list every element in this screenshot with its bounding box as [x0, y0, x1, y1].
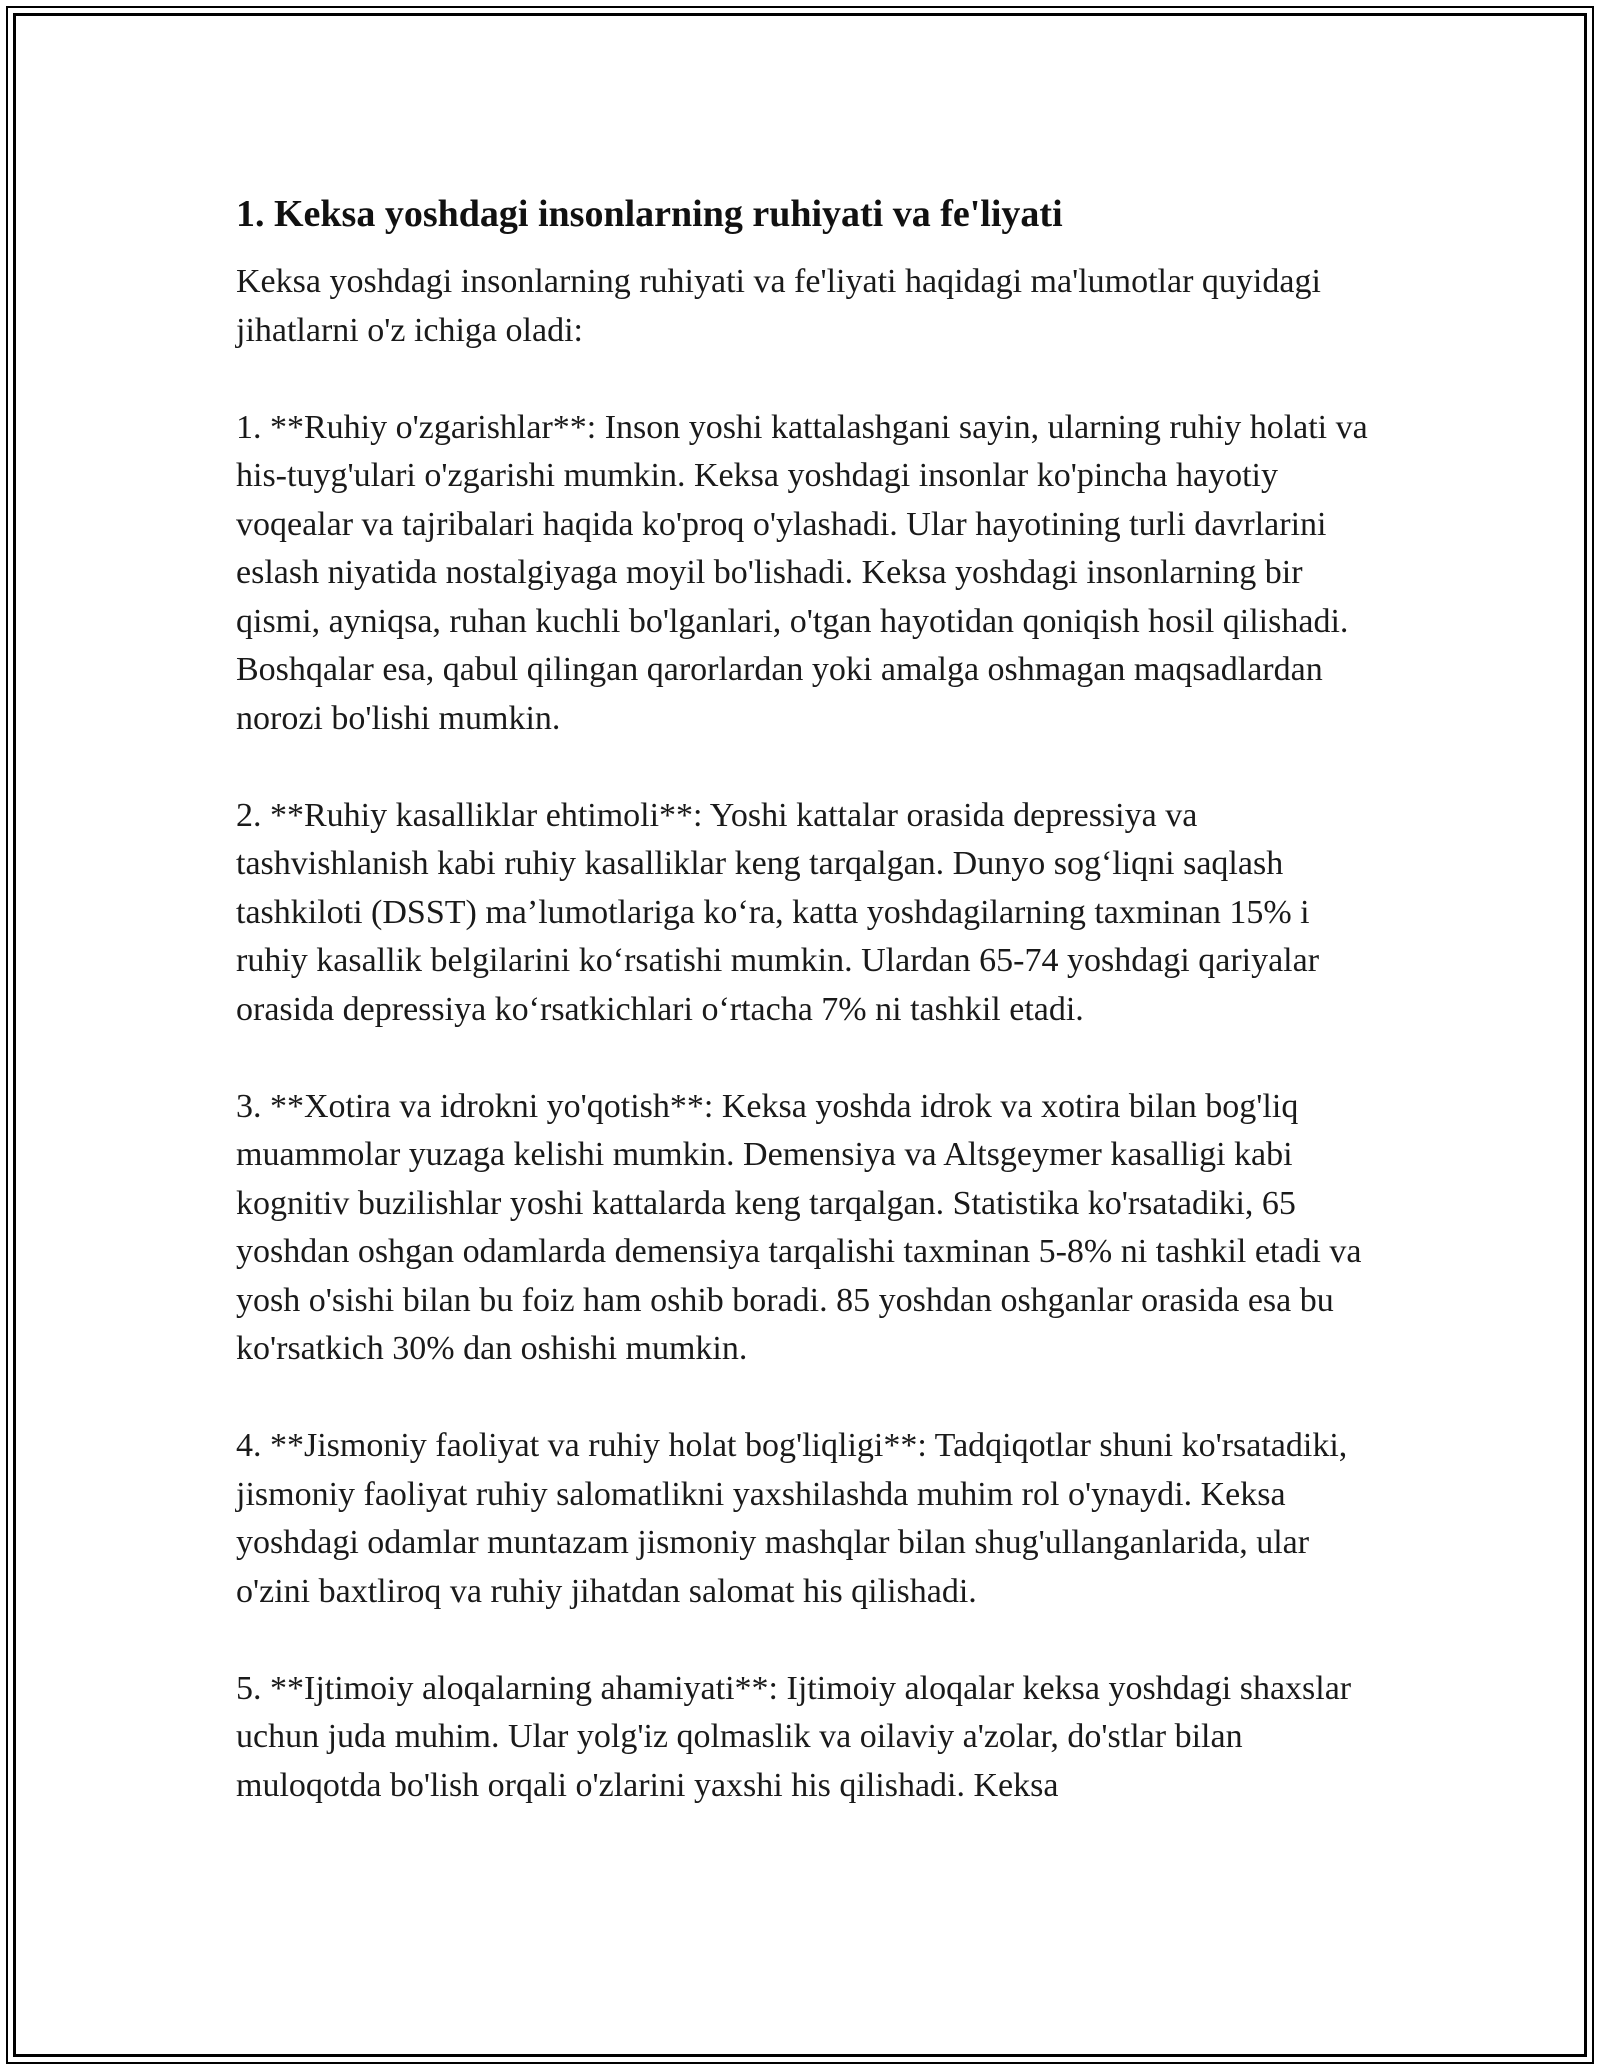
intro-paragraph: Keksa yoshdagi insonlarning ruhiyati va fe'liyati haqidagi ma'lumotlar quyidagi jihatlarni o'z ichiga oladi:	[236, 263, 1321, 349]
item-paragraph-1: 1. **Ruhiy o'zgarishlar**: Inson yoshi kattalashgani sayin, ularning ruhiy holati va his-tuyg'ulari o'zgarishi mumkin. Keksa yoshdagi insonlar ko'pincha hayotiy voqealar va tajribalari haqida ko'proq o'ylashadi. Ular hayotining turli davrlarini eslash niyatida nostalgiyaga moyil bo'lishadi. Keksa yoshdagi insonlarning bir qismi, ayniqsa, ruhan kuchli bo'lganlari, o'tgan hayotidan qoniqish hosil qilishadi. Boshqalar esa, qabul qilingan qarorlardan yoki amalga oshmagan maqsadlardan norozi bo'lishi mumkin.	[236, 408, 1368, 737]
item-paragraph-4: 4. **Jismoniy faoliyat va ruhiy holat bog'liqligi**: Tadqiqotlar shuni ko'rsatadiki, jismoniy faoliyat ruhiy salomatlikni yaxshilashda muhim rol o'ynaydi. Keksa yoshdagi odamlar muntazam jismoniy mashqlar bilan shug'ullanganlarida, ular o'zini baxtliroq va ruhiy jihatdan salomat his qilishadi.	[236, 1427, 1348, 1610]
item-paragraph-2: 2. **Ruhiy kasalliklar ehtimoli**: Yoshi kattalar orasida depressiya va tashvishlanish kabi ruhiy kasalliklar keng tarqalgan. Dunyo sog‘liqni saqlash tashkiloti (DSST) ma’lumotlariga ko‘ra, katta yoshdagilarning taxminan 15% i ruhiy kasallik belgilarini ko‘rsatishi mumkin. Ulardan 65-74 yoshdagi qariyalar orasida depressiya ko‘rsatkichlari o‘rtacha 7% ni tashkil etadi.	[236, 796, 1320, 1028]
item-paragraph-3: 3. **Xotira va idrokni yo'qotish**: Keksa yoshda idrok va xotira bilan bog'liq muammolar yuzaga kelishi mumkin. Demensiya va Altsgeymer kasalligi kabi kognitiv buzilishlar yoshi kattalarda keng tarqalgan. Statistika ko'rsatadiki, 65 yoshdan oshgan odamlarda demensiya tarqalishi taxminan 5-8% ni tashkil etadi va yosh o'sishi bilan bu foiz ham oshib boradi. 85 yoshdan oshganlar orasida esa bu ko'rsatkich 30% dan oshishi mumkin.	[236, 1087, 1362, 1367]
item-paragraph-5: 5. **Ijtimoiy aloqalarning ahamiyati**: Ijtimoiy aloqalar keksa yoshdagi shaxslar uchun juda muhim. Ular yolg'iz qolmaslik va oilaviy a'zolar, do'stlar bilan muloqotda bo'lish orqali o'zlarini yaxshi his qilishadi. Keksa	[236, 1669, 1352, 1804]
document-body	[236, 186, 1371, 1810]
section-heading: 1. Keksa yoshdagi insonlarning ruhiyati va fe'liyati	[236, 193, 1063, 235]
